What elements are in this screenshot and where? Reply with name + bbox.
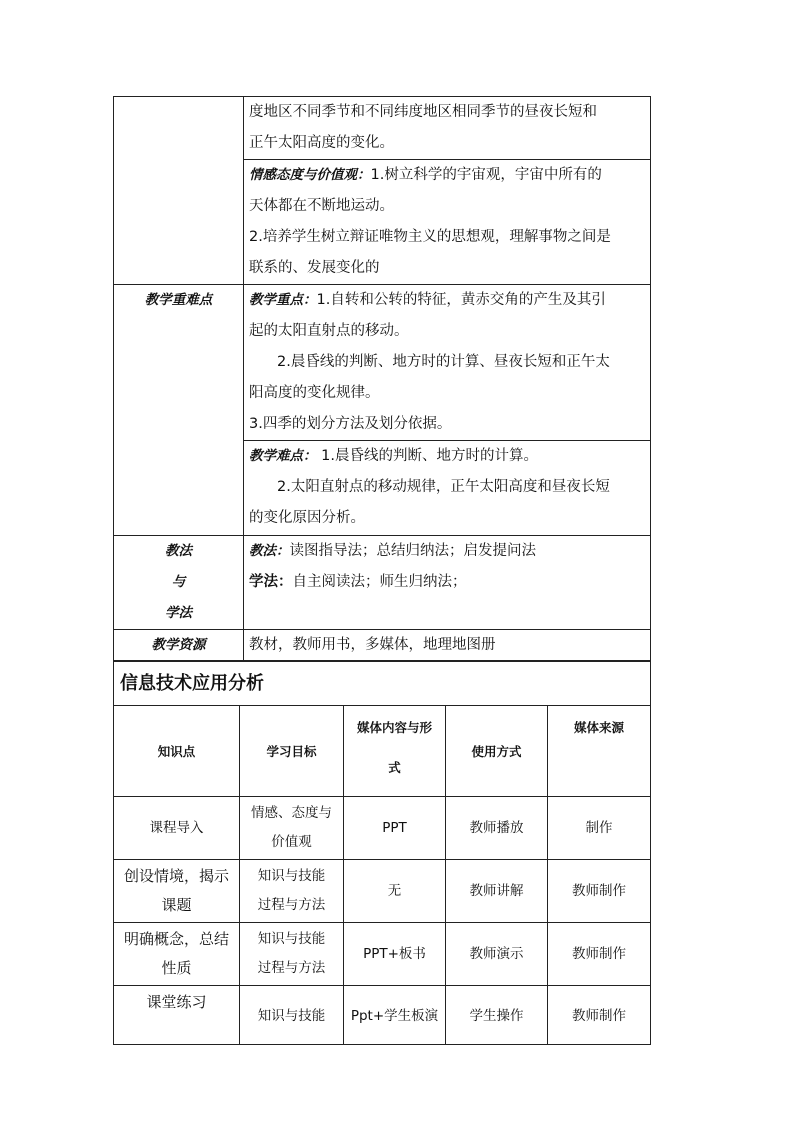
difficult-points-line-1: 1.晨昏线的判断、地方时的计算。: [316, 448, 538, 464]
cell-text: 知识与技能: [257, 868, 326, 884]
row-3-knowledge-point: [114, 923, 240, 986]
objectives-line-2: 正午太阳高度的变化。: [249, 135, 394, 151]
methods-label-1: 教法: [165, 543, 192, 559]
objectives-label-cell: [114, 97, 244, 285]
table-row: [114, 923, 651, 986]
row-4-usage: 学生操作: [446, 986, 548, 1045]
header-media-content: [344, 706, 446, 797]
cell-text: 课题: [161, 896, 192, 914]
key-points-row: [114, 285, 651, 441]
key-points-line-5: 3.四季的划分方法及划分依据。: [249, 416, 452, 432]
difficult-points-heading: 教学难点：: [249, 448, 317, 464]
difficult-points-line-2: 2.太阳直射点的移动规律，正午太阳高度和昼夜长短: [277, 479, 610, 495]
row-4-media-content: Ppt+学生板演: [344, 986, 446, 1045]
row-2-media-source: 教师制作: [548, 860, 651, 923]
emotion-heading: 情感态度与价值观：: [249, 167, 371, 183]
row-3-learning-goal: [240, 923, 344, 986]
objectives-line-1: 度地区不同季节和不同纬度地区相同季节的昼夜长短和: [249, 104, 597, 120]
key-points-line-1: 1.自转和公转的特征，黄赤交角的产生及其引: [316, 292, 606, 308]
table-row: [114, 986, 651, 1045]
row-1-knowledge-point: [114, 797, 240, 860]
key-points-line-4: 阳高度的变化规律。: [249, 385, 380, 401]
objectives-continued-cell: [244, 97, 651, 160]
it-title-row: [114, 661, 651, 706]
header-knowledge-point: 知识点: [114, 706, 240, 797]
key-points-line-2: 起的太阳直射点的移动。: [249, 323, 409, 339]
cell-text: 明确概念，总结: [123, 930, 229, 948]
header-media-source: 媒体来源: [548, 706, 651, 797]
row-1-media-source: 制作: [548, 797, 651, 860]
methods-label-2: 与: [171, 574, 186, 590]
teach-method-heading: 教法：: [249, 543, 290, 559]
row-1-media-content: PPT: [344, 797, 446, 860]
resources-text: 教材，教师用书，多媒体，地理地图册: [244, 630, 651, 662]
difficult-points-cell: [244, 441, 651, 536]
cell-text: 创设情境，揭示: [123, 867, 229, 885]
difficult-points-line-3: 的变化原因分析。: [249, 510, 365, 526]
row-3-media-content: PPT+板书: [344, 923, 446, 986]
cell-text: 课程导入: [149, 819, 204, 836]
teach-method-text: 读图指导法；总结归纳法；启发提问法: [289, 543, 536, 559]
row-3-media-source: 教师制作: [548, 923, 651, 986]
header-media-content-line-2: 式: [388, 760, 401, 775]
methods-label-3: 学法: [165, 605, 192, 621]
key-points-line-3: 2.晨昏线的判断、地方时的计算、昼夜长短和正午太: [277, 354, 610, 370]
cell-text: 性质: [161, 959, 192, 977]
methods-cell: [244, 536, 651, 630]
it-header-row: [114, 706, 651, 797]
cell-text: 过程与方法: [257, 897, 326, 913]
key-points-label: 教学重难点: [114, 285, 244, 536]
row-3-usage: 教师演示: [446, 923, 548, 986]
cell-text: 知识与技能: [257, 931, 326, 947]
lesson-plan-table: [113, 96, 651, 662]
row-2-usage: 教师讲解: [446, 860, 548, 923]
row-4-learning-goal: 知识与技能: [240, 986, 344, 1045]
learn-method-heading: 学法：: [249, 574, 293, 590]
key-points-cell: [244, 285, 651, 441]
learn-method-text: 自主阅读法；师生归纳法；: [292, 574, 467, 590]
emotion-line-1: 1.树立科学的宇宙观，宇宙中所有的: [370, 167, 602, 183]
table-row: [114, 860, 651, 923]
methods-row: [114, 536, 651, 630]
emotion-line-4: 联系的、发展变化的: [249, 260, 380, 276]
key-points-heading: 教学重点：: [249, 292, 317, 308]
row-2-learning-goal: [240, 860, 344, 923]
row-1-learning-goal: [240, 797, 344, 860]
emotion-cell: [244, 160, 651, 285]
resources-row: [114, 630, 651, 662]
cell-text: 价值观: [271, 834, 312, 850]
header-usage: 使用方式: [446, 706, 548, 797]
resources-label: 教学资源: [114, 630, 244, 662]
row-2-knowledge-point: [114, 860, 240, 923]
it-analysis-table: [113, 660, 651, 1045]
cell-text: 情感、态度与: [251, 805, 332, 821]
header-learning-goal: 学习目标: [240, 706, 344, 797]
emotion-line-3: 2.培养学生树立辩证唯物主义的思想观，理解事物之间是: [249, 229, 611, 245]
header-media-content-line-1: 媒体内容与形: [356, 720, 432, 735]
row-4-media-source: 教师制作: [548, 986, 651, 1045]
objectives-row: [114, 97, 651, 160]
row-2-media-content: 无: [344, 860, 446, 923]
table-row: [114, 797, 651, 860]
row-4-knowledge-point: 课堂练习: [114, 986, 240, 1045]
methods-label-cell: [114, 536, 244, 630]
row-1-usage: 教师播放: [446, 797, 548, 860]
it-table-title: 信息技术应用分析: [114, 661, 651, 706]
cell-text: 过程与方法: [257, 960, 326, 976]
emotion-line-2: 天体都在不断地运动。: [249, 198, 394, 214]
